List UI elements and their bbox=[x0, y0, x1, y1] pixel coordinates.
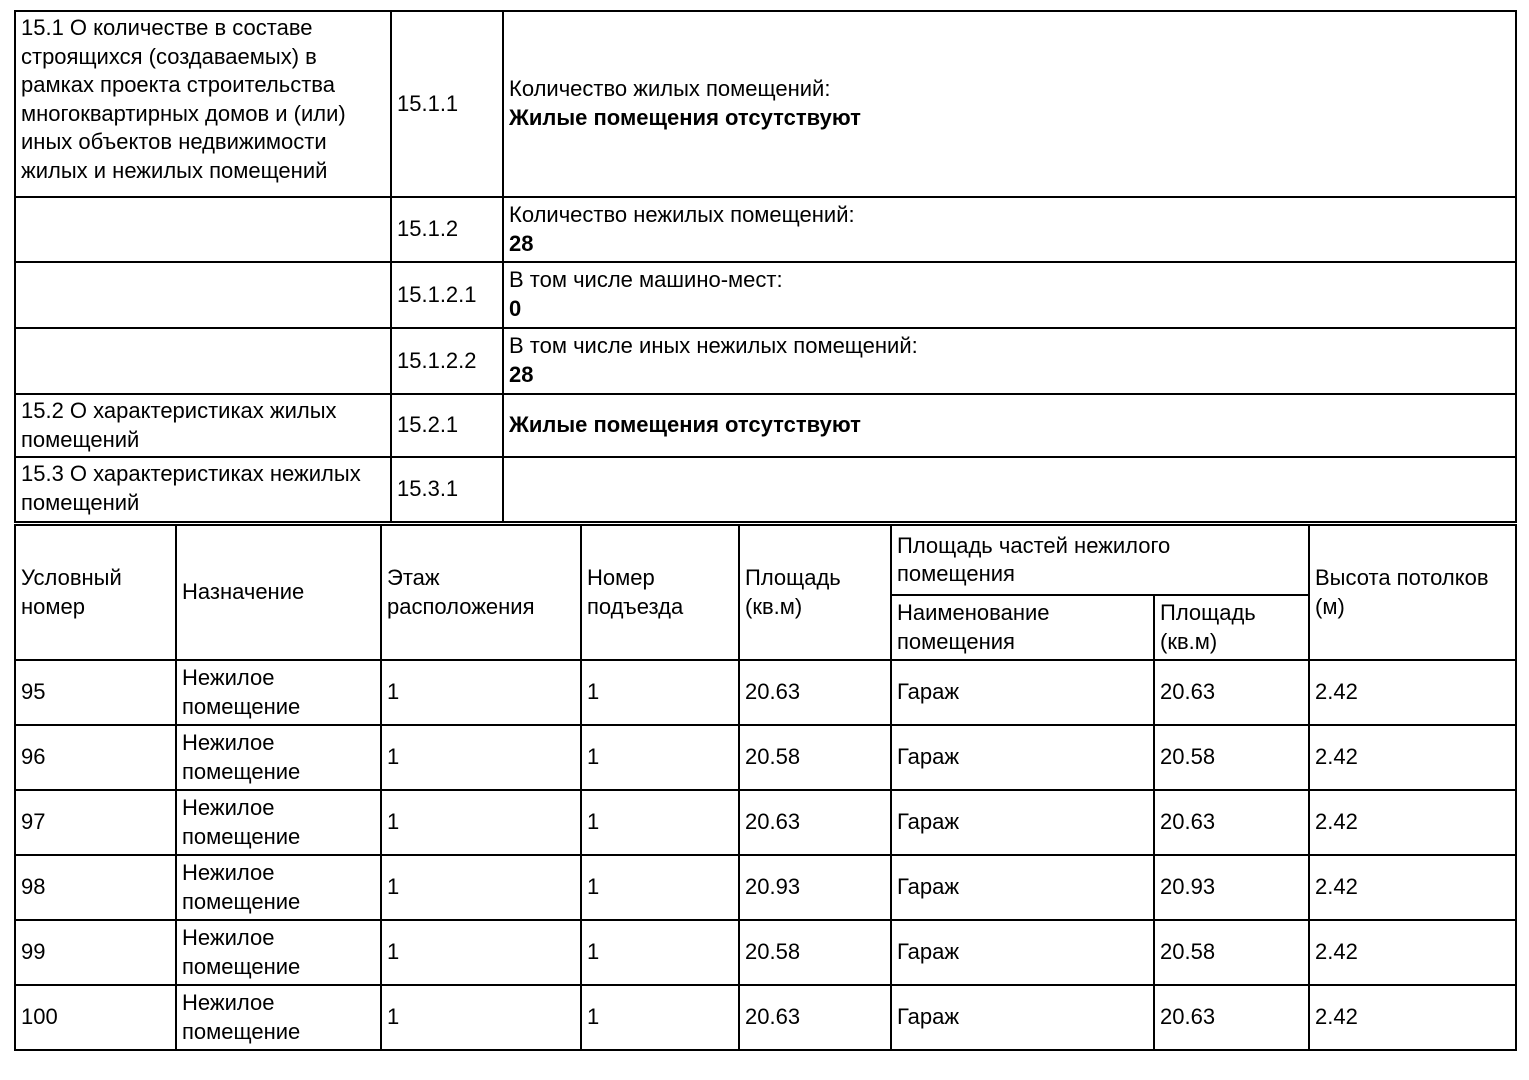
section-label-empty bbox=[15, 262, 391, 328]
unit-area: 20.63 bbox=[745, 809, 801, 835]
unit-part-name: Гараж bbox=[897, 1004, 960, 1030]
project-declaration-section-15-table bbox=[14, 10, 1517, 523]
item-code-15-3-1: 15.3.1 bbox=[391, 457, 503, 522]
item-code-15-1-2-1: 15.1.2.1 bbox=[391, 262, 503, 328]
unit-area: 20.63 bbox=[745, 1004, 801, 1030]
unit-floor-cell bbox=[381, 920, 581, 985]
unit-purpose-cell bbox=[176, 855, 381, 920]
unit-entrance-cell bbox=[581, 920, 739, 985]
col-header-label: Условный номер bbox=[21, 565, 122, 619]
unit-ceiling-height: 2.42 bbox=[1315, 939, 1358, 965]
unit-purpose-cell bbox=[176, 660, 381, 725]
unit-entrance-cell bbox=[581, 790, 739, 855]
field-caption: Количество жилых помещений: bbox=[509, 76, 831, 102]
col-header-floor bbox=[381, 525, 581, 660]
unit-purpose: Нежилое помещение bbox=[182, 730, 301, 784]
unit-number: 99 bbox=[21, 939, 46, 965]
unit-height-cell bbox=[1309, 920, 1516, 985]
unit-number: 100 bbox=[21, 1004, 58, 1030]
unit-floor: 1 bbox=[387, 809, 400, 835]
unit-purpose: Нежилое помещение bbox=[182, 795, 301, 849]
col-header-part-area bbox=[1154, 595, 1309, 660]
unit-purpose-cell bbox=[176, 725, 381, 790]
unit-area-cell bbox=[739, 725, 891, 790]
col-header-label: Площадь (кв.м) bbox=[1160, 600, 1256, 654]
unit-purpose-cell bbox=[176, 985, 381, 1050]
unit-number-cell bbox=[15, 855, 176, 920]
item-code-15-1-2: 15.1.2 bbox=[391, 197, 503, 262]
item-content bbox=[503, 262, 1516, 328]
table-row bbox=[15, 394, 1516, 457]
unit-part-name: Гараж bbox=[897, 679, 960, 705]
unit-area-cell bbox=[739, 985, 891, 1050]
unit-row bbox=[15, 725, 1516, 790]
unit-entrance: 1 bbox=[587, 809, 600, 835]
unit-purpose-cell bbox=[176, 920, 381, 985]
unit-floor-cell bbox=[381, 725, 581, 790]
unit-ceiling-height: 2.42 bbox=[1315, 1004, 1358, 1030]
col-header-label: Этаж расположения bbox=[387, 565, 535, 619]
unit-height-cell bbox=[1309, 855, 1516, 920]
section-15-2-label: 15.2 О характеристиках жилых помещений bbox=[15, 394, 391, 457]
unit-number-cell bbox=[15, 660, 176, 725]
unit-purpose: Нежилое помещение bbox=[182, 925, 301, 979]
unit-number: 97 bbox=[21, 809, 46, 835]
unit-number: 98 bbox=[21, 874, 46, 900]
unit-part-name: Гараж bbox=[897, 809, 960, 835]
item-content bbox=[503, 328, 1516, 394]
unit-ceiling-height: 2.42 bbox=[1315, 744, 1358, 770]
table-row bbox=[15, 197, 1516, 262]
col-header-label: Площадь (кв.м) bbox=[745, 565, 841, 619]
unit-row bbox=[15, 920, 1516, 985]
unit-area: 20.63 bbox=[745, 679, 801, 705]
unit-number-cell bbox=[15, 725, 176, 790]
unit-entrance-cell bbox=[581, 985, 739, 1050]
item-content bbox=[503, 394, 1516, 457]
col-header-label: Номер подъезда bbox=[587, 565, 684, 619]
unit-row bbox=[15, 985, 1516, 1050]
field-caption: Количество нежилых помещений: bbox=[509, 201, 855, 227]
unit-area-cell bbox=[739, 855, 891, 920]
unit-area: 20.58 bbox=[745, 939, 801, 965]
units-rows bbox=[15, 660, 1516, 1050]
unit-part-name-cell bbox=[891, 790, 1154, 855]
col-header-unit-number bbox=[15, 525, 176, 660]
unit-part-area: 20.58 bbox=[1160, 744, 1216, 770]
unit-area-cell bbox=[739, 790, 891, 855]
unit-floor: 1 bbox=[387, 874, 400, 900]
field-value: 0 bbox=[509, 296, 522, 321]
unit-area: 20.58 bbox=[745, 744, 801, 770]
nonresidential-units-table bbox=[14, 524, 1517, 1051]
col-header-area bbox=[739, 525, 891, 660]
col-header-entrance bbox=[581, 525, 739, 660]
item-code-15-1-1: 15.1.1 bbox=[391, 11, 503, 197]
item-content bbox=[503, 197, 1516, 262]
table-row bbox=[15, 11, 1516, 197]
unit-entrance: 1 bbox=[587, 874, 600, 900]
unit-part-area-cell bbox=[1154, 660, 1309, 725]
unit-entrance: 1 bbox=[587, 679, 600, 705]
unit-part-area-cell bbox=[1154, 725, 1309, 790]
unit-area: 20.93 bbox=[745, 874, 801, 900]
unit-part-area: 20.93 bbox=[1160, 874, 1216, 900]
unit-entrance-cell bbox=[581, 660, 739, 725]
unit-entrance-cell bbox=[581, 725, 739, 790]
col-header-label: Наименование помещения bbox=[897, 600, 1050, 654]
unit-part-name-cell bbox=[891, 725, 1154, 790]
unit-purpose-cell bbox=[176, 790, 381, 855]
unit-part-name-cell bbox=[891, 920, 1154, 985]
unit-part-name-cell bbox=[891, 660, 1154, 725]
col-header-part-name bbox=[891, 595, 1154, 660]
unit-height-cell bbox=[1309, 985, 1516, 1050]
header-row-top bbox=[15, 525, 1516, 595]
unit-part-area-cell bbox=[1154, 985, 1309, 1050]
field-value: Жилые помещения отсутствуют bbox=[509, 105, 861, 130]
unit-floor-cell bbox=[381, 660, 581, 725]
section-15-1-label: 15.1 О количестве в составе строящихся (создаваемых) в рамках проекта строительства многоквартирных домов и (или) иных объектов недвижимости жилых и нежилых помещений bbox=[15, 11, 391, 197]
table-row bbox=[15, 328, 1516, 394]
unit-part-area: 20.63 bbox=[1160, 1004, 1216, 1030]
section-label-empty bbox=[15, 328, 391, 394]
field-caption: В том числе иных нежилых помещений: bbox=[509, 333, 918, 359]
unit-floor-cell bbox=[381, 855, 581, 920]
table-row bbox=[15, 262, 1516, 328]
unit-number-cell bbox=[15, 790, 176, 855]
unit-ceiling-height: 2.42 bbox=[1315, 809, 1358, 835]
unit-part-area: 20.63 bbox=[1160, 809, 1216, 835]
unit-area-cell bbox=[739, 660, 891, 725]
unit-floor-cell bbox=[381, 985, 581, 1050]
unit-floor-cell bbox=[381, 790, 581, 855]
unit-part-area-cell bbox=[1154, 920, 1309, 985]
item-code-15-2-1: 15.2.1 bbox=[391, 394, 503, 457]
unit-row bbox=[15, 855, 1516, 920]
unit-purpose: Нежилое помещение bbox=[182, 990, 301, 1044]
field-value: 28 bbox=[509, 362, 534, 387]
unit-entrance: 1 bbox=[587, 939, 600, 965]
unit-number: 96 bbox=[21, 744, 46, 770]
unit-part-name-cell bbox=[891, 985, 1154, 1050]
unit-area-cell bbox=[739, 920, 891, 985]
unit-part-name: Гараж bbox=[897, 744, 960, 770]
col-header-parts-group bbox=[891, 525, 1309, 595]
unit-floor: 1 bbox=[387, 679, 400, 705]
unit-purpose: Нежилое помещение bbox=[182, 860, 301, 914]
unit-row bbox=[15, 660, 1516, 725]
unit-number-cell bbox=[15, 985, 176, 1050]
unit-entrance: 1 bbox=[587, 1004, 600, 1030]
units-table-header bbox=[15, 525, 1516, 660]
col-header-ceiling-height bbox=[1309, 525, 1516, 660]
unit-part-area-cell bbox=[1154, 855, 1309, 920]
unit-ceiling-height: 2.42 bbox=[1315, 679, 1358, 705]
table-row bbox=[15, 457, 1516, 522]
unit-part-name: Гараж bbox=[897, 874, 960, 900]
col-header-label: Площадь частей нежилого помещения bbox=[897, 532, 1171, 587]
item-content bbox=[503, 457, 1516, 522]
unit-row bbox=[15, 790, 1516, 855]
unit-entrance: 1 bbox=[587, 744, 600, 770]
unit-floor: 1 bbox=[387, 1004, 400, 1030]
unit-ceiling-height: 2.42 bbox=[1315, 874, 1358, 900]
unit-floor: 1 bbox=[387, 744, 400, 770]
field-value: Жилые помещения отсутствуют bbox=[509, 412, 861, 438]
item-code-15-1-2-2: 15.1.2.2 bbox=[391, 328, 503, 394]
unit-height-cell bbox=[1309, 790, 1516, 855]
unit-part-area: 20.63 bbox=[1160, 679, 1216, 705]
col-header-label: Высота потолков (м) bbox=[1315, 565, 1489, 619]
unit-part-area-cell bbox=[1154, 790, 1309, 855]
col-header-purpose bbox=[176, 525, 381, 660]
unit-number-cell bbox=[15, 920, 176, 985]
unit-floor: 1 bbox=[387, 939, 400, 965]
col-header-label: Назначение bbox=[182, 579, 305, 605]
section-label-empty bbox=[15, 197, 391, 262]
unit-number: 95 bbox=[21, 679, 46, 705]
unit-height-cell bbox=[1309, 725, 1516, 790]
unit-part-name-cell bbox=[891, 855, 1154, 920]
item-content bbox=[503, 11, 1516, 197]
field-value: 28 bbox=[509, 230, 534, 256]
unit-part-name: Гараж bbox=[897, 939, 960, 965]
unit-purpose: Нежилое помещение bbox=[182, 665, 301, 719]
unit-entrance-cell bbox=[581, 855, 739, 920]
field-caption: В том числе машино-мест: bbox=[509, 267, 783, 293]
unit-height-cell bbox=[1309, 660, 1516, 725]
section-15-3-label: 15.3 О характеристиках нежилых помещений bbox=[15, 457, 391, 522]
unit-part-area: 20.58 bbox=[1160, 939, 1216, 965]
